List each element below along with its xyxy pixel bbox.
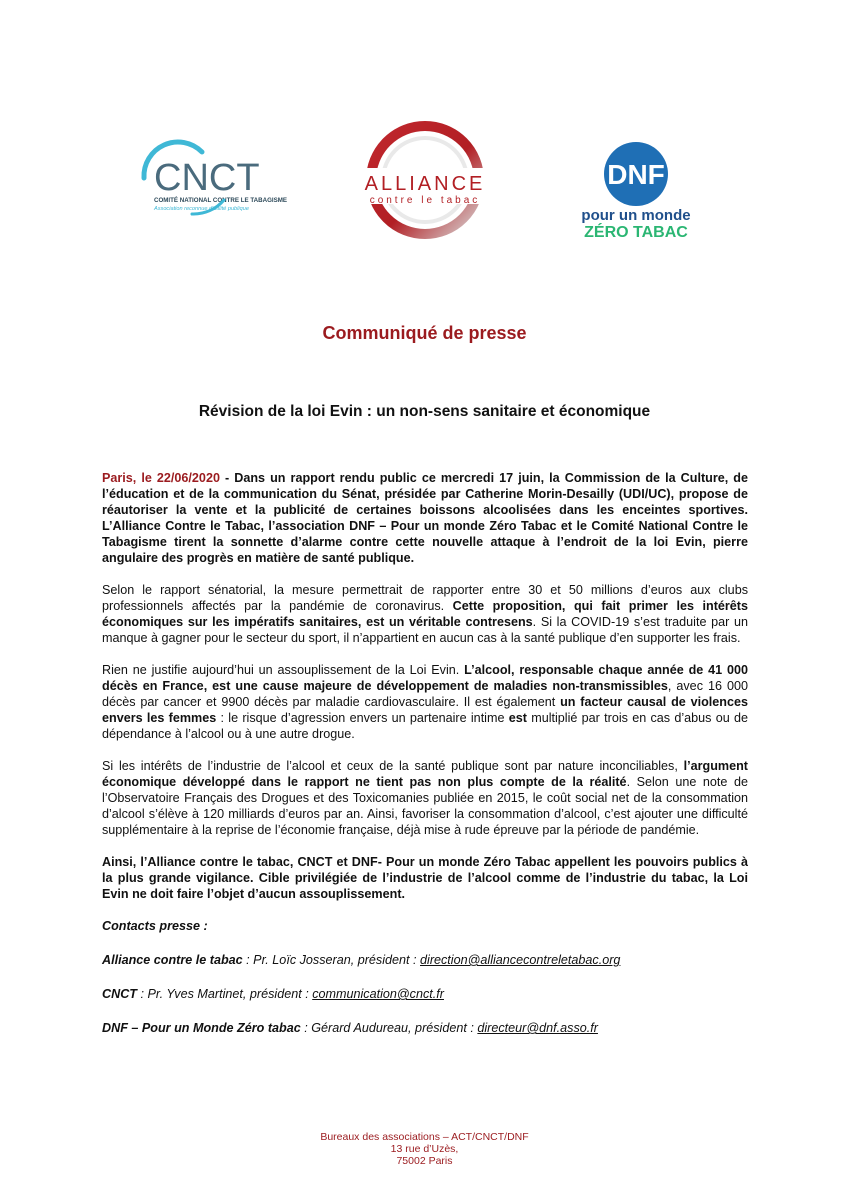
paragraph-alcohol-harm: [102, 662, 748, 742]
contact-email-link[interactable]: communication@cnct.fr: [312, 987, 444, 1001]
contact-alliance: [102, 952, 748, 968]
text-run-bold: est: [508, 711, 527, 725]
text-run-bold: L’alcool, responsable chaque année de 41 000 décès en France, est une cause majeure de développement de maladies non-transmissibles: [102, 663, 748, 693]
dnf-logo-line1: pour un monde: [581, 207, 691, 224]
text-run: Si les intérêts de l’industrie de l’alcool et ceux de la santé publique sont par nature inconciliables,: [102, 759, 684, 773]
contact-cnct: [102, 986, 748, 1002]
text-run-bold: un facteur causal de violences envers les femmes: [102, 695, 748, 725]
contact-org: DNF – Pour un Monde Zéro tabac: [102, 1021, 301, 1035]
alliance-logo-name: ALLIANCE: [364, 173, 486, 195]
paragraph-senate-report: [102, 582, 748, 646]
alliance-logo: [340, 120, 510, 242]
press-contacts: [102, 918, 748, 1036]
cnct-logo-line1: COMITÉ NATIONAL CONTRE LE TABAGISME: [154, 197, 288, 204]
contact-email-link[interactable]: direction@alliancecontreletabac.org: [420, 953, 621, 967]
contact-org: CNCT: [102, 987, 137, 1001]
text-run-bold: Cette proposition, qui fait primer les intérêts économiques sur les impératifs sanitaires, est un véritable contresens: [102, 599, 748, 629]
dnf-logo-name: DNF: [607, 159, 665, 190]
text-run: Rien ne justifie aujourd’hui un assouplissement de la Loi Evin.: [102, 663, 465, 677]
page-title: Communiqué de presse: [322, 323, 527, 343]
text-run: . Si la COVID-19 s’est traduite par un manque à gagner pour le secteur du sport, il n’appartient en aucun cas à la santé publique d’en supporter les frais.: [102, 615, 748, 645]
text-run: : le risque d’agression envers un partenaire intime: [216, 711, 509, 725]
footer-line: 13 rue d’Uzès,: [390, 1143, 459, 1155]
contacts-heading: Contacts presse :: [102, 919, 208, 933]
paragraph-economic-argument: [102, 758, 748, 838]
text-run: , avec 16 000 décès par cancer et 9900 décès par maladie cardiovasculaire. Il est également: [102, 679, 748, 709]
dateline: Paris, le 22/06/2020: [102, 471, 220, 485]
cnct-logo-graphic: [132, 138, 292, 218]
dateline-separator: -: [219, 471, 235, 485]
contact-email-link[interactable]: directeur@dnf.asso.fr: [477, 1021, 598, 1035]
text-run: Selon le rapport sénatorial, la mesure permettrait de rapporter entre 30 et 50 millions d’euros aux clubs professionnels affectés par la pandémie de coronavirus.: [102, 583, 748, 613]
footer-line: 75002 Paris: [396, 1155, 453, 1167]
contact-dnf: [102, 1020, 748, 1036]
contact-person: : Pr. Yves Martinet, président :: [136, 987, 313, 1001]
footer-line: Bureaux des associations – ACT/CNCT/DNF: [320, 1131, 529, 1143]
cnct-logo: [132, 138, 292, 218]
page-footer: [0, 1131, 849, 1167]
dnf-logo-graphic: [570, 140, 710, 244]
cnct-logo-name: CNCT: [154, 157, 260, 199]
dnf-logo: [570, 140, 710, 244]
text-run: . Selon une note de l’Observatoire Français des Drogues et des Toxicomanies publiée en 2015, le coût social net de la consommation d’alcool s’élève à 120 milliards d’euros par an. Ainsi, favoriser la consommation d’alcool, c’est ajouter une difficulté supplémentaire à la reprise de l’économie française, déjà mise à rude épreuve par la période de pandémie.: [102, 775, 748, 837]
contact-org: Alliance contre le tabac: [102, 953, 243, 967]
text-run-bold: l’argument économique développé dans le rapport ne tient pas non plus compte de la réalité: [102, 759, 748, 789]
press-headline: Révision de la loi Evin : un non-sens sanitaire et économique: [198, 403, 651, 420]
intro-text: Dans un rapport rendu public ce mercredi 17 juin, la Commission de la Culture, de l’éducation et de la communication du Sénat, présidée par Catherine Morin-Desailly (UDI/UC), propose de réautoriser la vente et la publicité de certaines boissons alcoolisées dans les enceintes sportives. L’Alliance Contre le Tabac, l’association DNF – Pour un monde Zéro Tabac et le Comité National Contre le Tabagisme tirent la sonnette d’alarme contre cette nouvelle attaque à l’endroit de la loi Evin, pierre angulaire des progrès en matière de santé publique.: [102, 471, 748, 565]
text-run: multiplié par trois en cas d’abus ou de dépendance à l’alcool ou à une autre drogue.: [102, 711, 748, 741]
alliance-logo-sub: contre le tabac: [369, 195, 481, 206]
cnct-logo-line2: Association reconnue d'utilité publique: [154, 206, 249, 212]
dnf-logo-line2: ZÉRO TABAC: [584, 224, 688, 241]
contact-person: : Gérard Audureau, président :: [300, 1021, 478, 1035]
press-body: [102, 470, 748, 1054]
paragraph-conclusion: Ainsi, l’Alliance contre le tabac, CNCT et DNF- Pour un monde Zéro Tabac appellent les pouvoirs publics à la plus grande vigilance. Cible privilégiée de l’industrie de l’alcool comme de l’industrie du tabac, la Loi Evin ne doit faire l’objet d’aucun assouplissement.: [102, 855, 748, 901]
contact-person: : Pr. Loïc Josseran, président :: [242, 953, 421, 967]
alliance-logo-graphic: [340, 120, 510, 242]
paragraph-intro: [102, 470, 748, 566]
